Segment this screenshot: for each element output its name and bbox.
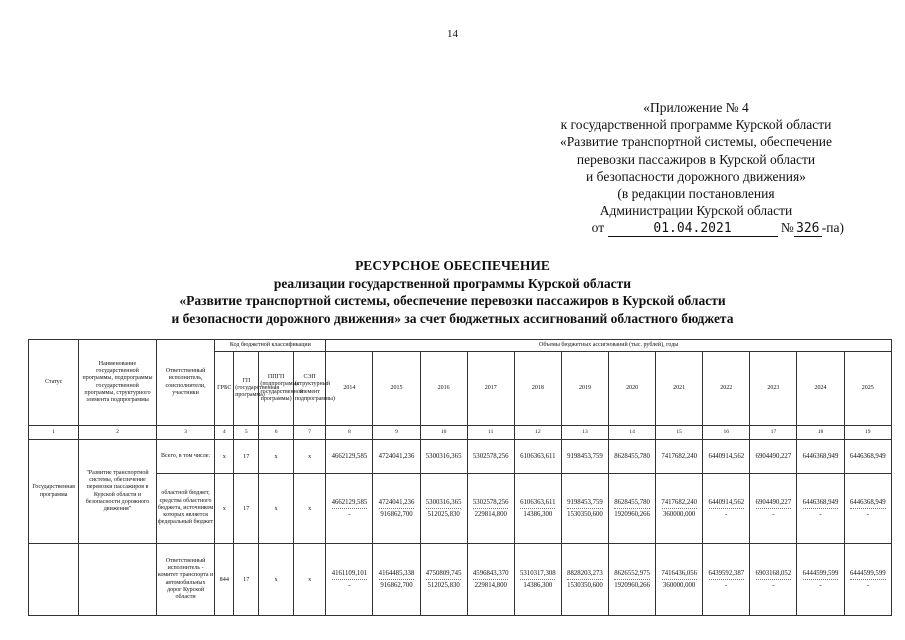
col-number: 7 — [293, 426, 325, 440]
value-cell: 6106363,611 — [520, 452, 556, 460]
federal-value: 916862,700 — [380, 511, 413, 518]
col-number: 6 — [259, 426, 294, 440]
value-cell: 5302578,256 — [472, 452, 509, 460]
row-grbs: х — [215, 474, 234, 544]
resolution-number: 326 — [794, 222, 822, 237]
federal-value: 360000,000 — [663, 582, 696, 589]
appendix-line: к государственной программе Курской области — [560, 117, 832, 133]
value-cell: 6446368,949 — [849, 452, 886, 460]
federal-value: 916862,700 — [380, 582, 413, 589]
row-grbs: 844 — [215, 544, 234, 616]
federal-value: 14386,300 — [523, 511, 553, 518]
value-cell: 4662129,585 — [331, 498, 368, 506]
federal-value: - — [348, 511, 351, 518]
table-row — [29, 440, 892, 474]
value-cell: 6444599,599 — [802, 569, 839, 577]
header-year: 2014 — [326, 352, 373, 426]
value-cell: 8828203,273 — [567, 569, 603, 577]
value-cell: 7417682,240 — [661, 452, 698, 460]
value-cell: 6446368,949 — [802, 452, 839, 460]
program-status: Государственная программа — [29, 440, 79, 544]
federal-value: - — [772, 511, 775, 518]
federal-value: - — [348, 582, 351, 589]
federal-value: 229814,800 — [474, 582, 507, 589]
col-number: 2 — [79, 426, 156, 440]
row-grbs: х — [215, 440, 234, 474]
row-gp: 17 — [234, 440, 259, 474]
value-cell: 5300316,365 — [425, 452, 462, 460]
value-cell: 6446368,949 — [802, 498, 839, 506]
federal-value: 1920960,266 — [614, 582, 650, 589]
federal-value: 1530350,600 — [567, 511, 603, 518]
value-cell: 5300316,365 — [425, 498, 462, 506]
row-se: х — [293, 544, 325, 616]
value-cell: 4724041,236 — [378, 452, 415, 460]
value-cell: 5310317,308 — [520, 569, 556, 577]
header-year: 2023 — [750, 352, 797, 426]
value-cell: 9198453,759 — [567, 498, 603, 506]
row-executor: областной бюджет, средства областного бюджета, источником которых является федеральный бюджет — [156, 474, 215, 544]
col-number: 13 — [561, 426, 608, 440]
table-row — [29, 474, 892, 544]
program-name: "Развитие транспортной системы, обеспечение перевозки пассажиров в Курской области и безопасности дорожного движения" — [79, 440, 156, 544]
col-number: 9 — [373, 426, 420, 440]
federal-value: - — [819, 582, 822, 589]
header-volumes: Объемы бюджетных ассигнований (тыс. рублей), годы — [326, 340, 892, 352]
header-year: 2016 — [420, 352, 467, 426]
federal-value: - — [772, 582, 775, 589]
title-line: реализации государственной программы Курской области — [273, 275, 632, 291]
col-number: 14 — [609, 426, 656, 440]
header-gp: ГП (государственная программа) — [234, 352, 259, 426]
federal-value: 512025,830 — [427, 582, 460, 589]
value-cell: 6904490,227 — [755, 452, 792, 460]
row-se: х — [293, 440, 325, 474]
value-cell: 4724041,236 — [378, 498, 415, 506]
value-cell: 8628455,780 — [614, 452, 650, 460]
header-year: 2017 — [467, 352, 514, 426]
appendix-line: и безопасности дорожного движения» — [586, 168, 806, 184]
value-cell: 6444599,599 — [849, 569, 886, 577]
appendix-line: Администрации Курской области — [599, 203, 793, 219]
federal-value: 1530350,600 — [567, 582, 603, 589]
federal-value: 229814,800 — [474, 511, 507, 518]
col-number: 8 — [326, 426, 373, 440]
row-ppgp: х — [259, 474, 294, 544]
title-line: РЕСУРСНОЕ ОБЕСПЕЧЕНИЕ — [355, 258, 550, 273]
resolution-date-line — [520, 219, 872, 237]
value-cell: 7417682,240 — [661, 498, 698, 506]
header-ppgp: ППГП (подпрограмма государственной программы) — [259, 352, 294, 426]
header-year: 2020 — [609, 352, 656, 426]
resource-table — [28, 339, 892, 616]
value-cell: 8628455,780 — [614, 498, 650, 506]
value-cell: 6446368,949 — [849, 498, 886, 506]
value-cell: 6440914,562 — [708, 452, 745, 460]
header-year: 2021 — [656, 352, 703, 426]
header-grbs: ГРБС — [215, 352, 234, 426]
page-number: 14 — [447, 28, 458, 40]
appendix-line: «Развитие транспортной системы, обеспечение — [559, 134, 833, 150]
value-cell: 6440914,562 — [708, 498, 745, 506]
col-number: 19 — [844, 426, 891, 440]
value-cell: 8626552,975 — [614, 569, 650, 577]
number-suffix: -па) — [821, 220, 844, 236]
col-number: 12 — [514, 426, 561, 440]
federal-value: - — [866, 582, 869, 589]
col-number: 16 — [703, 426, 750, 440]
appendix-line: «Приложение № 4 — [643, 100, 749, 115]
federal-value: - — [819, 511, 822, 518]
header-year: 2019 — [561, 352, 608, 426]
row-ppgp: х — [259, 440, 294, 474]
federal-value: 1920960,266 — [614, 511, 650, 518]
value-cell: 4662129,585 — [331, 452, 368, 460]
header-year: 2025 — [844, 352, 891, 426]
row-gp: 17 — [234, 474, 259, 544]
header-bk-group: Код бюджетной классификации — [215, 340, 326, 352]
value-cell: 6439592,387 — [708, 569, 745, 577]
number-label: № — [780, 220, 794, 236]
col-number: 1 — [29, 426, 79, 440]
col-number: 4 — [215, 426, 234, 440]
col-number: 17 — [750, 426, 797, 440]
header-executor: Ответственный исполнитель, соисполнители, участники — [156, 340, 215, 426]
empty-cell — [79, 544, 156, 616]
value-cell: 7416436,056 — [661, 569, 698, 577]
federal-value: - — [725, 582, 728, 589]
title-line: и безопасности дорожного движения» за счет бюджетных ассигнований областного бюджета — [171, 310, 734, 326]
value-cell: 4750809,745 — [425, 569, 462, 577]
federal-value: - — [725, 511, 728, 518]
value-cell: 4161109,101 — [331, 569, 368, 577]
row-executor: Ответственный исполнитель - комитет транспорта и автомобильных дорог Курской области — [156, 544, 215, 616]
federal-value: - — [866, 511, 869, 518]
header-status: Статус — [29, 340, 79, 426]
title-line: «Развитие транспортной системы, обеспечение перевозки пассажиров в Курской области — [179, 293, 726, 308]
header-year: 2024 — [797, 352, 844, 426]
appendix-block — [520, 99, 872, 237]
header-year: 2015 — [373, 352, 420, 426]
header-year: 2018 — [514, 352, 561, 426]
col-number: 18 — [797, 426, 844, 440]
appendix-line: перевозки пассажиров в Курской области — [576, 151, 816, 167]
empty-cell — [29, 544, 79, 616]
table-row — [29, 544, 892, 616]
header-year: 2022 — [703, 352, 750, 426]
value-cell: 6903168,052 — [755, 569, 792, 577]
federal-value: 360000,000 — [663, 511, 696, 518]
value-cell: 4164485,338 — [378, 569, 415, 577]
document-title — [0, 257, 905, 327]
value-cell: 6904490,227 — [755, 498, 792, 506]
col-number: 15 — [656, 426, 703, 440]
resolution-date: 01.04.2021 — [608, 222, 778, 237]
federal-value: 512025,830 — [427, 511, 460, 518]
header-se: СЭП (структурный элемент подпрограммы) — [293, 352, 325, 426]
row-se: х — [293, 474, 325, 544]
row-executor: Всего, в том числе: — [156, 440, 215, 474]
header-name: Наименование государственной программы, подпрограммы государственной программы, структурного элемента подпрограммы — [79, 340, 156, 426]
row-gp: 17 — [234, 544, 259, 616]
federal-value: 14386,300 — [523, 582, 553, 589]
row-ppgp: х — [259, 544, 294, 616]
col-number: 5 — [234, 426, 259, 440]
value-cell: 6106363,611 — [520, 498, 556, 506]
appendix-line: (в редакции постановления — [617, 186, 775, 202]
value-cell: 4596843,370 — [472, 569, 509, 577]
col-number: 3 — [156, 426, 215, 440]
value-cell: 5302578,256 — [472, 498, 509, 506]
from-label: от — [591, 220, 605, 236]
col-number: 11 — [467, 426, 514, 440]
col-number: 10 — [420, 426, 467, 440]
value-cell: 9198453,759 — [567, 452, 603, 460]
